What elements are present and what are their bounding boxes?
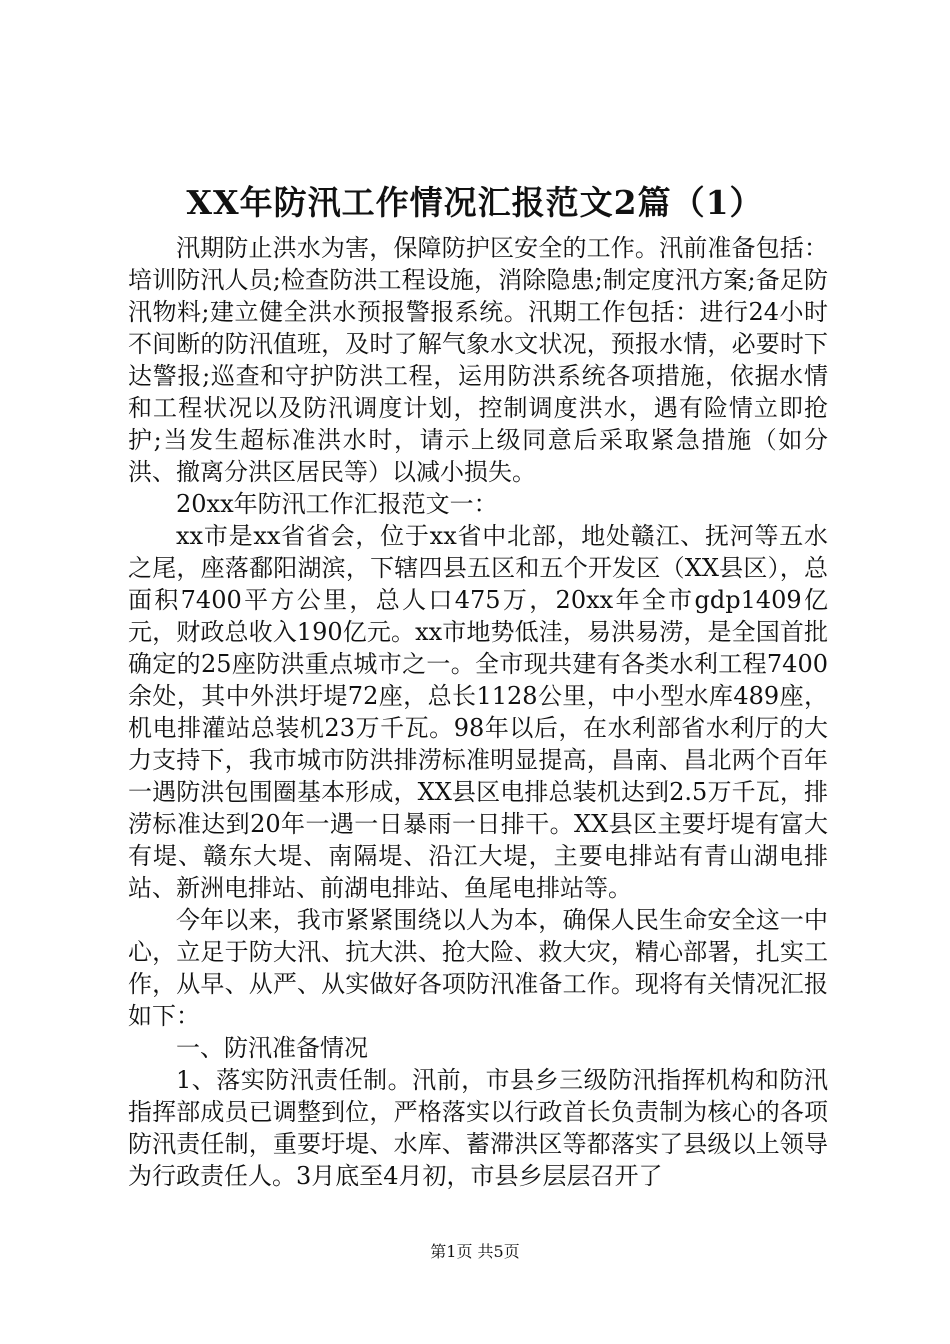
document-body [128,232,828,1192]
paragraph-responsibility: 1、落实防汛责任制。汛前，市县乡三级防汛指挥机构和防汛指挥部成员已调整到位，严格落实以行政首长负责制为核心的各项防汛责任制，重要圩堤、水库、蓄滞洪区等都落实了县级以上领导为行政责任人。3月底至4月初，市县乡层层召开了 [128,1066,828,1190]
page-number-footer: 第1页 共5页 [430,1242,520,1261]
paragraph-section-heading: 20xx年防汛工作汇报范文一： [176,490,498,518]
paragraph-subheading: 一、防汛准备情况 [176,1034,368,1062]
paragraph-city-overview: xx市是xx省省会，位于xx省中北部，地处赣江、抚河等五水之尾，座落鄱阳湖滨，下辖四县五区和五个开发区（XX县区），总面积7400平方公里，总人口475万，20xx年全市gdp1409亿元，财政总收入190亿元。xx市地势低洼，易洪易涝，是全国首批确定的25座防洪重点城市之一。全市现共建有各类水利工程7400余处，其中外洪圩堤72座，总长1128公里，中小型水库489座，机电排灌站总装机23万千瓦。98年以后，在水利部省水利厅的大力支持下，我市城市防洪排涝标准明显提高，昌南、昌北两个百年一遇防洪包围圈基本形成，XX县区电排总装机达到2.5万千瓦，排涝标准达到20年一遇一日暴雨一日排干。XX县区主要圩堤有富大有堤、赣东大堤、南隔堤、沿江大堤，主要电排站有青山湖电排站、新洲电排站、前湖电排站、鱼尾电排站等。 [128,522,828,902]
paragraph-intro: 汛期防止洪水为害，保障防护区安全的工作。汛前准备包括：培训防汛人员;检查防洪工程设施，消除隐患;制定度汛方案;备足防汛物料;建立健全洪水预报警报系统。汛期工作包括：进行24小时不间断的防汛值班，及时了解气象水文状况，预报水情，必要时下达警报;巡查和守护防洪工程，运用防洪系统各项措施，依据水情和工程状况以及防汛调度计划，控制调度洪水，遇有险情立即抢护;当发生超标准洪水时，请示上级同意后采取紧急措施（如分洪、撤离分洪区居民等）以减小损失。 [128,234,828,486]
document-title: XX年防汛工作情况汇报范文2篇（1） [186,183,764,222]
paragraph-this-year: 今年以来，我市紧紧围绕以人为本，确保人民生命安全这一中心，立足于防大汛、抗大洪、抢大险、救大灾，精心部署，扎实工作，从早、从严、从实做好各项防汛准备工作。现将有关情况汇报如下： [128,906,828,1030]
